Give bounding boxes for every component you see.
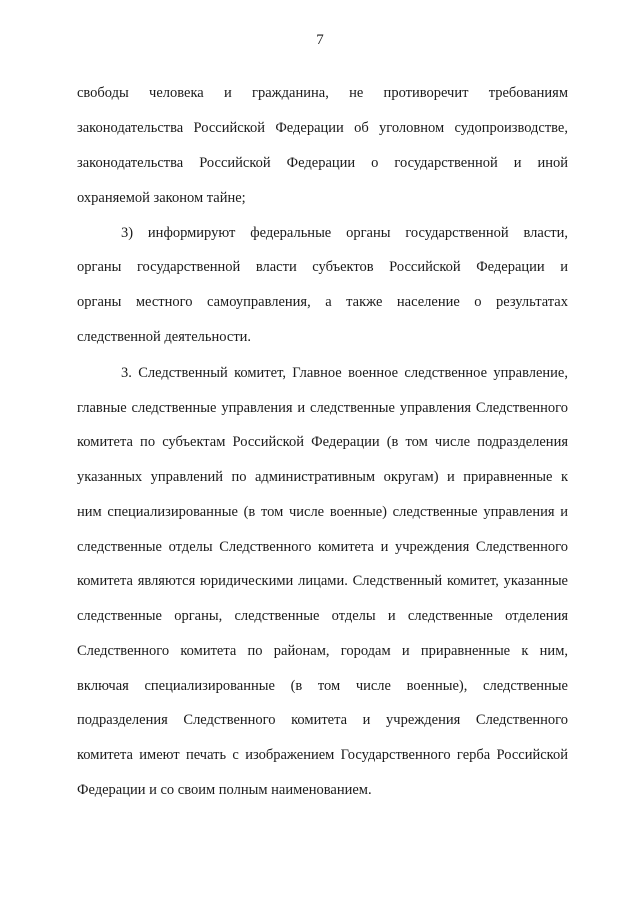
- text-line: включая специализированные (в том числе военные), следственные: [77, 678, 568, 694]
- text-line: Следственного комитета по районам, городам и приравненные к ним,: [77, 643, 568, 659]
- text-line: комитета по субъектам Российской Федерации (в том числе подразделения: [77, 434, 568, 450]
- text-line: охраняемой законом тайне;: [77, 190, 246, 206]
- text-line: ним специализированные (в том числе военные) следственные управления и: [77, 504, 568, 520]
- page-number: 7: [316, 32, 324, 48]
- text-line: главные следственные управления и следственные управления Следственного: [77, 400, 568, 416]
- text-line: 3) информируют федеральные органы государственной власти,: [121, 225, 568, 241]
- text-line: Федерации и со своим полным наименованием.: [77, 782, 372, 798]
- text-line: следственные органы, следственные отделы и следственные отделения: [77, 608, 568, 624]
- text-line: следственные отделы Следственного комитета и учреждения Следственного: [77, 539, 568, 555]
- text-line: 3. Следственный комитет, Главное военное следственное управление,: [121, 365, 568, 381]
- text-line: законодательства Российской Федерации об уголовном судопроизводстве,: [77, 120, 568, 136]
- text-line: свободы человека и гражданина, не противоречит требованиям: [77, 85, 568, 101]
- text-line: органы местного самоуправления, а также население о результатах: [77, 294, 568, 310]
- text-line: комитета являются юридическими лицами. Следственный комитет, указанные: [77, 573, 568, 589]
- text-line: законодательства Российской Федерации о государственной и иной: [77, 155, 568, 171]
- text-line: органы государственной власти субъектов Российской Федерации и: [77, 259, 568, 275]
- text-line: комитета имеют печать с изображением Государственного герба Российской: [77, 747, 568, 763]
- text-line: подразделения Следственного комитета и учреждения Следственного: [77, 712, 568, 728]
- text-line: следственной деятельности.: [77, 329, 252, 345]
- text-line: указанных управлений по административным округам) и приравненные к: [77, 469, 568, 485]
